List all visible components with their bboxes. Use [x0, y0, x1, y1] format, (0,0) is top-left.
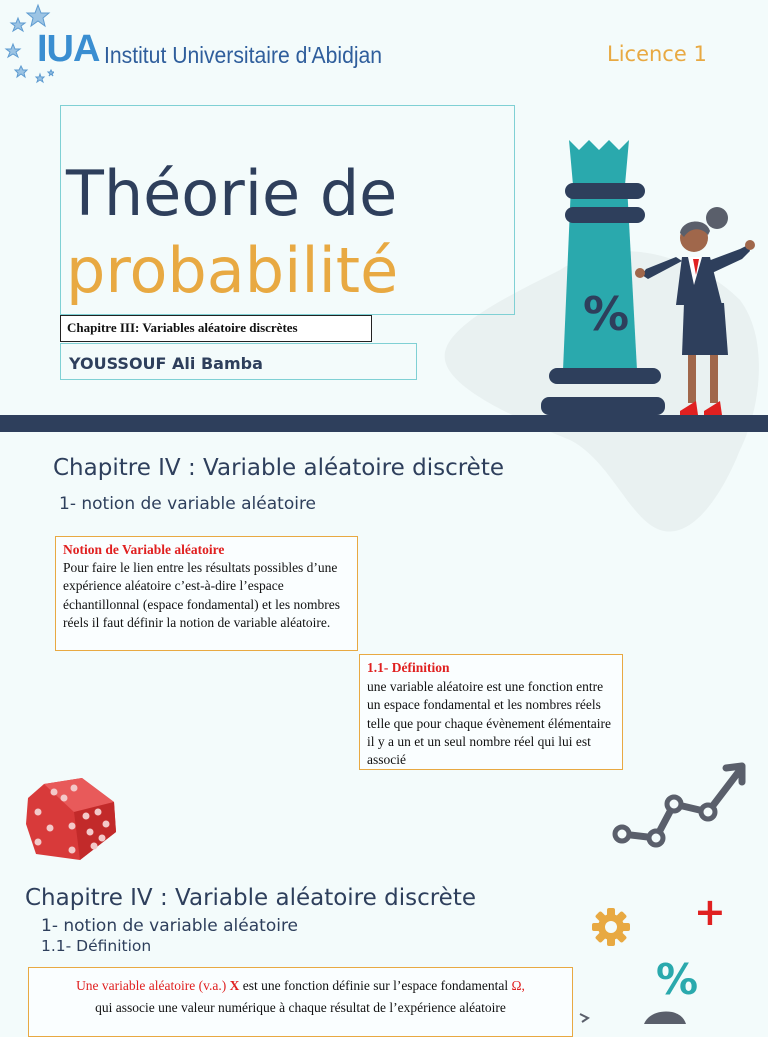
- businesswoman-illustration: [632, 205, 762, 420]
- plus-icon: +: [694, 890, 726, 934]
- page-title-line2: probabilité: [66, 234, 399, 307]
- definition2-line1: [28, 978, 573, 994]
- author-name: YOUSSOUF Ali Bamba: [69, 354, 263, 373]
- section2-subsubtitle: 1.1- Définition: [41, 937, 152, 955]
- divider-bar: [0, 415, 768, 432]
- percent-symbol: %: [582, 287, 630, 341]
- dice-icon: [24, 776, 118, 862]
- percent-icon: %: [656, 955, 699, 1004]
- definition-body: une variable aléatoire est une fonction entre un espace fondamental et les nombres réels telle que pour chaque évènement élémentaire il y a un et un seul nombre réel qui lui est associé: [367, 679, 612, 768]
- page-title-line1: Théorie de: [66, 157, 398, 230]
- section1-title: Chapitre IV : Variable aléatoire discrète: [53, 455, 504, 481]
- definition2-text: est une fonction définie sur l’espace fondamental: [242, 978, 509, 993]
- partial-squiggle-icon: [578, 1012, 598, 1024]
- logo: IUA: [37, 28, 100, 70]
- omega-symbol: Ω,: [511, 978, 525, 993]
- level-label: Licence 1: [607, 42, 707, 66]
- definition2-term: Une variable aléatoire (v.a.): [76, 978, 227, 993]
- definition2-line2: qui associe une valeur numérique à chaque résultat de l’expérience aléatoire: [95, 1000, 506, 1015]
- section2-title: Chapitre IV : Variable aléatoire discrète: [25, 885, 476, 911]
- definition-heading: 1.1- Définition: [367, 660, 450, 675]
- chapter-label: Chapitre III: Variables aléatoire discrètes: [67, 320, 298, 335]
- variable-x: X: [229, 978, 240, 993]
- trend-chart-icon: [610, 760, 750, 852]
- section2-subtitle: 1- notion de variable aléatoire: [41, 916, 299, 936]
- section1-subtitle: 1- notion de variable aléatoire: [59, 494, 317, 514]
- institution-name: Institut Universitaire d'Abidjan: [104, 42, 383, 68]
- notion-heading: Notion de Variable aléatoire: [63, 542, 225, 557]
- gear-icon: [590, 906, 632, 948]
- partial-shape-icon: [640, 1008, 690, 1024]
- notion-body: Pour faire le lien entre les résultats possibles d’une expérience aléatoire c’est-à-dire l’espace échantillonnal (espace fondamental) et les nombres réels il faut définir la notion de variable aléatoire.: [63, 560, 341, 630]
